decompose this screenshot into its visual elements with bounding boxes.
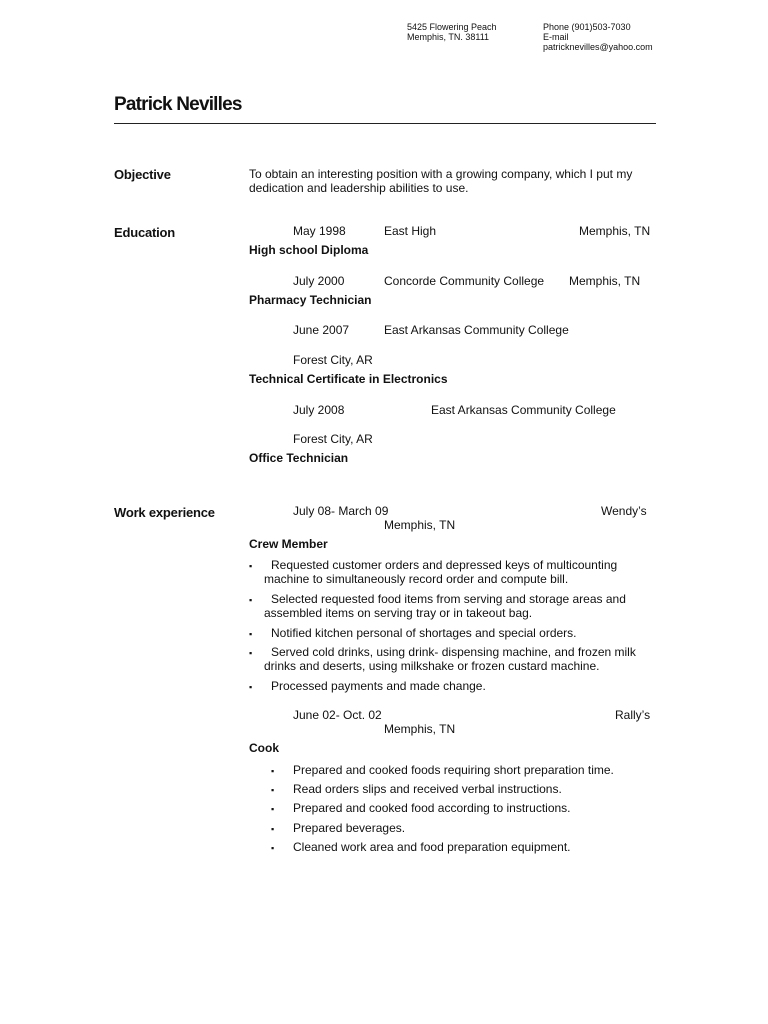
education-credential: Pharmacy Technician [249,293,372,307]
bullet-icon: ▪ [271,804,275,814]
job-title: Cook [249,741,279,755]
bullet-icon: ▪ [271,824,275,834]
job-duty-line: Prepared and cooked foods requiring short preparation time. [293,763,614,777]
job-duty-line: drinks and deserts, using milkshake or frozen custard machine. [264,659,600,673]
job-duty [271,801,653,815]
address-line-2: Memphis, TN. 38111 [407,32,490,42]
job-duty-line: Cleaned work area and food preparation equipment. [293,840,571,854]
job-duty-line: Notified kitchen personal of shortages and special orders. [271,626,577,640]
education-school: East Arkansas Community College [431,403,616,417]
email-address: patricknevilles@yahoo.com [543,42,653,52]
address-line-1: 5425 Flowering Peach [407,22,497,32]
objective-heading: Objective [114,167,171,182]
job-employer: Rally’s [615,708,651,722]
education-location: Memphis, TN [569,274,641,288]
job-duty-line: Selected requested food items from serving and storage areas and [271,592,626,606]
job-duty-line: machine to simultaneously record order and compute bill. [264,572,569,586]
job-duty [249,645,653,673]
job-duty-line: assembled items on serving tray or in takeout bag. [264,606,533,620]
job-duty-line: Requested customer orders and depressed keys of multicounting [271,558,618,572]
education-date: July 2000 [293,274,345,288]
education-school: East High [384,224,437,238]
work-experience-heading: Work experience [114,505,215,520]
education-credential: Technical Certificate in Electronics [249,372,448,386]
education-school: East Arkansas Community College [384,323,569,337]
job-duty-line: Prepared beverages. [293,821,406,835]
bullet-icon: ▪ [271,843,275,853]
email-label: E-mail [543,32,569,42]
job-duty [249,626,653,640]
job-duty [249,592,653,620]
job-duty-line: Read orders slips and received verbal instructions. [293,782,562,796]
education-location: Forest City, AR [293,432,373,446]
education-date: July 2008 [293,403,345,417]
job-duty [249,558,653,586]
job-duty [271,763,653,777]
job-title: Crew Member [249,537,328,551]
bullet-icon: ▪ [249,561,253,571]
bullet-icon: ▪ [271,785,275,795]
education-school: Concorde Community College [384,274,545,288]
education-date: June 2007 [293,323,350,337]
objective-line-1: To obtain an interesting position with a growing company, which I put my [249,167,633,181]
job-employer: Wendy’s [601,504,647,518]
job-duty [271,782,653,796]
bullet-icon: ▪ [249,648,253,658]
bullet-icon: ▪ [271,766,275,776]
candidate-name: Patrick Nevilles [114,94,242,115]
education-credential: High school Diploma [249,243,369,257]
job-duty [271,840,653,854]
header-divider [114,123,656,124]
education-credential: Office Technician [249,451,349,465]
education-location: Forest City, AR [293,353,373,367]
bullet-icon: ▪ [249,595,253,605]
job-location: Memphis, TN [384,722,456,736]
education-date: May 1998 [293,224,346,238]
job-duty-line: Served cold drinks, using drink- dispensing machine, and frozen milk [271,645,636,659]
job-dates: June 02- Oct. 02 [293,708,382,722]
job-duty-line: Processed payments and made change. [271,679,486,693]
bullet-icon: ▪ [249,682,253,692]
job-duty [249,679,653,693]
job-dates: July 08- March 09 [293,504,389,518]
bullet-icon: ▪ [249,629,253,639]
education-heading: Education [114,225,176,240]
objective-line-2: dedication and leadership abilities to use. [249,181,469,195]
job-duty-line: Prepared and cooked food according to instructions. [293,801,571,815]
phone: Phone (901)503-7030 [543,22,631,32]
education-location: Memphis, TN [579,224,651,238]
job-duty [271,821,653,835]
job-location: Memphis, TN [384,518,456,532]
